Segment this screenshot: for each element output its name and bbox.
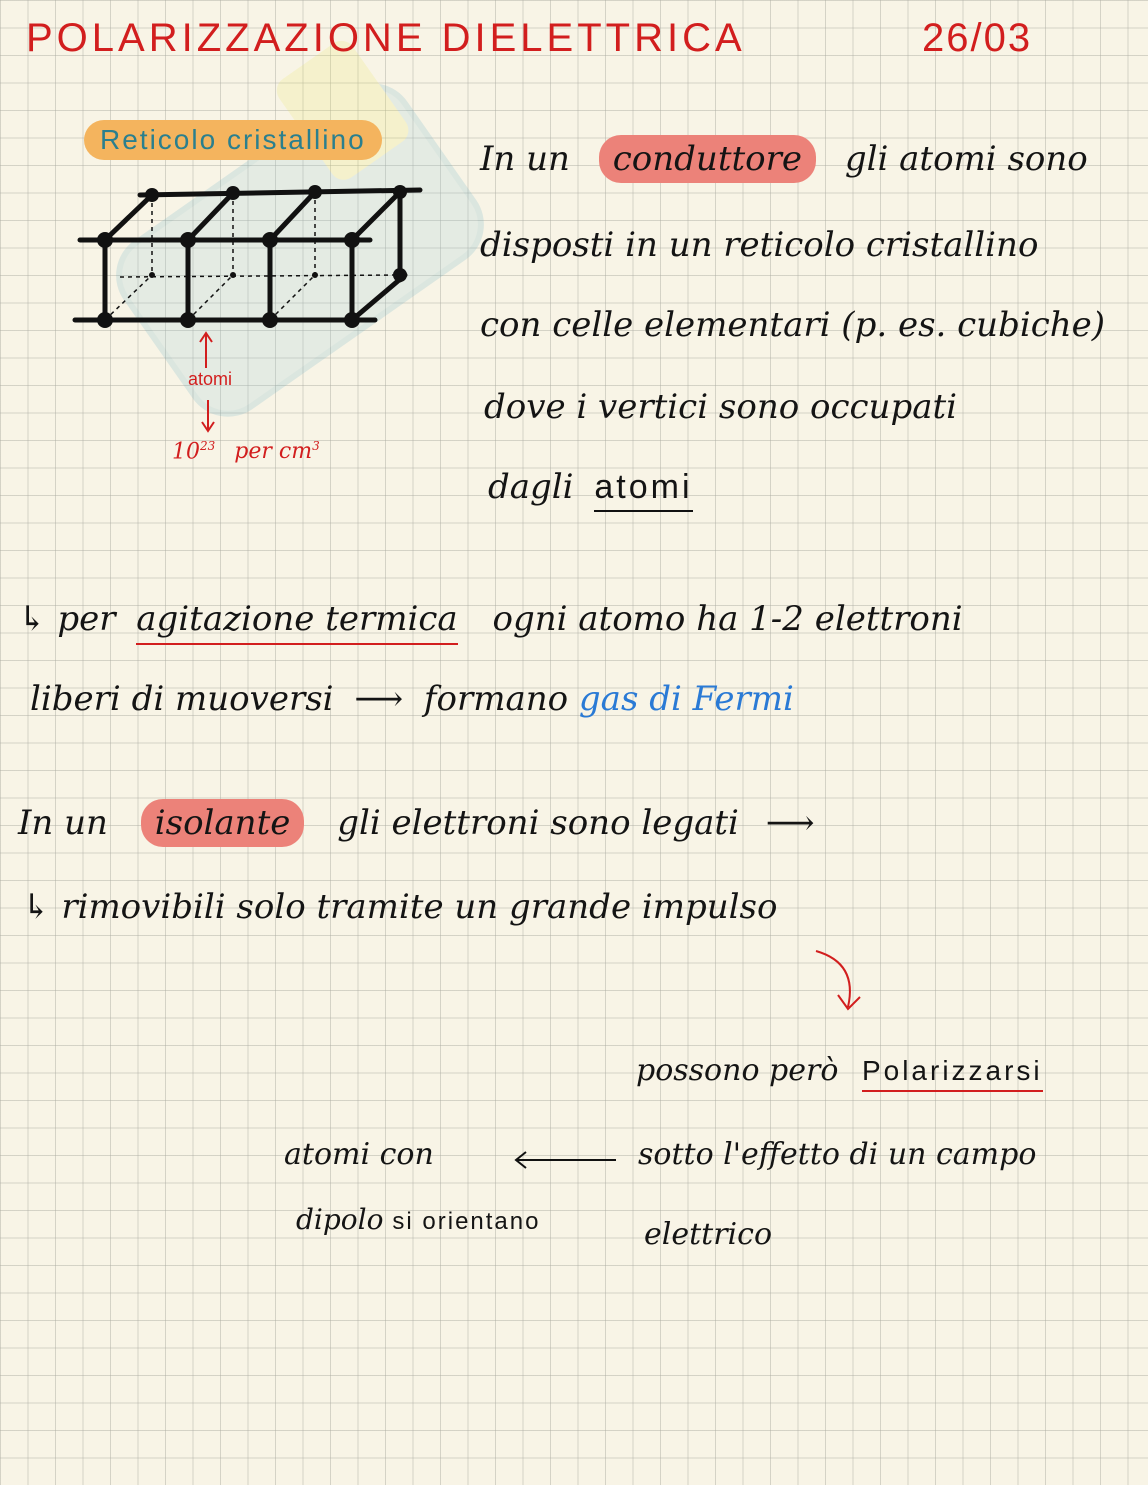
p2-line2 <box>30 679 794 719</box>
highlight-conduttore: conduttore <box>599 135 816 183</box>
density-unit: per cm <box>234 439 313 465</box>
p3-line1-post: gli elettroni sono legati <box>337 803 739 843</box>
underline-agitazione-termica: agitazione termica <box>136 599 457 645</box>
hook-arrow-icon: ↳ <box>22 887 51 927</box>
p2-line2-post: formano <box>423 679 569 719</box>
p4-line2: sotto l'effetto di un campo <box>638 1137 1037 1172</box>
crystal-lattice-diagram <box>60 165 440 365</box>
underline-polarizzarsi: Polarizzarsi <box>862 1055 1043 1092</box>
p2-line1 <box>18 599 963 639</box>
highlight-isolante: isolante <box>141 799 305 847</box>
p4-left2 <box>296 1203 541 1236</box>
p1-line5 <box>488 467 693 507</box>
hook-arrow-icon: ↳ <box>18 599 47 639</box>
underline-atomi: atomi <box>594 468 692 512</box>
p2-line1-post: ogni atomo ha 1-2 elettroni <box>492 599 963 639</box>
p4-left2-b: si orientano <box>392 1208 541 1235</box>
curved-arrow-icon <box>810 945 870 1015</box>
p2-line1-pre: per <box>57 599 116 639</box>
arrow-up-icon <box>196 330 216 370</box>
right-arrow-icon: ⟶ <box>354 679 404 719</box>
p3-line1-pre: In un <box>18 803 108 843</box>
p1-line1 <box>480 139 1088 179</box>
density-exp: 23 <box>200 439 216 453</box>
lattice-label: Reticolo cristallino <box>84 120 382 160</box>
atoms-label: atomi <box>188 369 233 389</box>
p4-left2-a: dipolo <box>296 1203 384 1236</box>
p3-line1 <box>18 803 815 843</box>
page-title: POLARIZZAZIONE DIELETTRICA <box>26 16 746 60</box>
p1-line4: dove i vertici sono occupati <box>484 387 958 427</box>
p1-line5-pre: dagli <box>488 467 574 507</box>
p1-line3: con celle elementari (p. es. cubiche) <box>480 305 1106 345</box>
density-base: 10 <box>172 439 200 465</box>
p4-line1 <box>636 1053 1043 1088</box>
p1-line2: disposti in un reticolo cristallino <box>480 225 1039 265</box>
p4-line1-pre: possono però <box>636 1053 839 1088</box>
left-arrow-icon <box>512 1148 620 1172</box>
page-date: 26/03 <box>922 16 1033 60</box>
p4-left1: atomi con <box>284 1137 434 1172</box>
p1-line1-pre: In un <box>480 139 570 179</box>
arrow-down-icon <box>198 398 218 434</box>
p4-line3: elettrico <box>644 1217 773 1252</box>
p1-line1-post: gli atomi sono <box>844 139 1088 179</box>
density-label <box>172 440 320 463</box>
p2-line2-pre: liberi di muoversi <box>30 679 334 719</box>
p3-line2-text: rimovibili solo tramite un grande impulso <box>61 887 778 927</box>
density-unit-exp: 3 <box>312 439 320 453</box>
p3-line2 <box>22 887 778 927</box>
right-arrow-icon: ⟶ <box>765 803 815 843</box>
gas-di-fermi: gas di Fermi <box>578 679 794 719</box>
